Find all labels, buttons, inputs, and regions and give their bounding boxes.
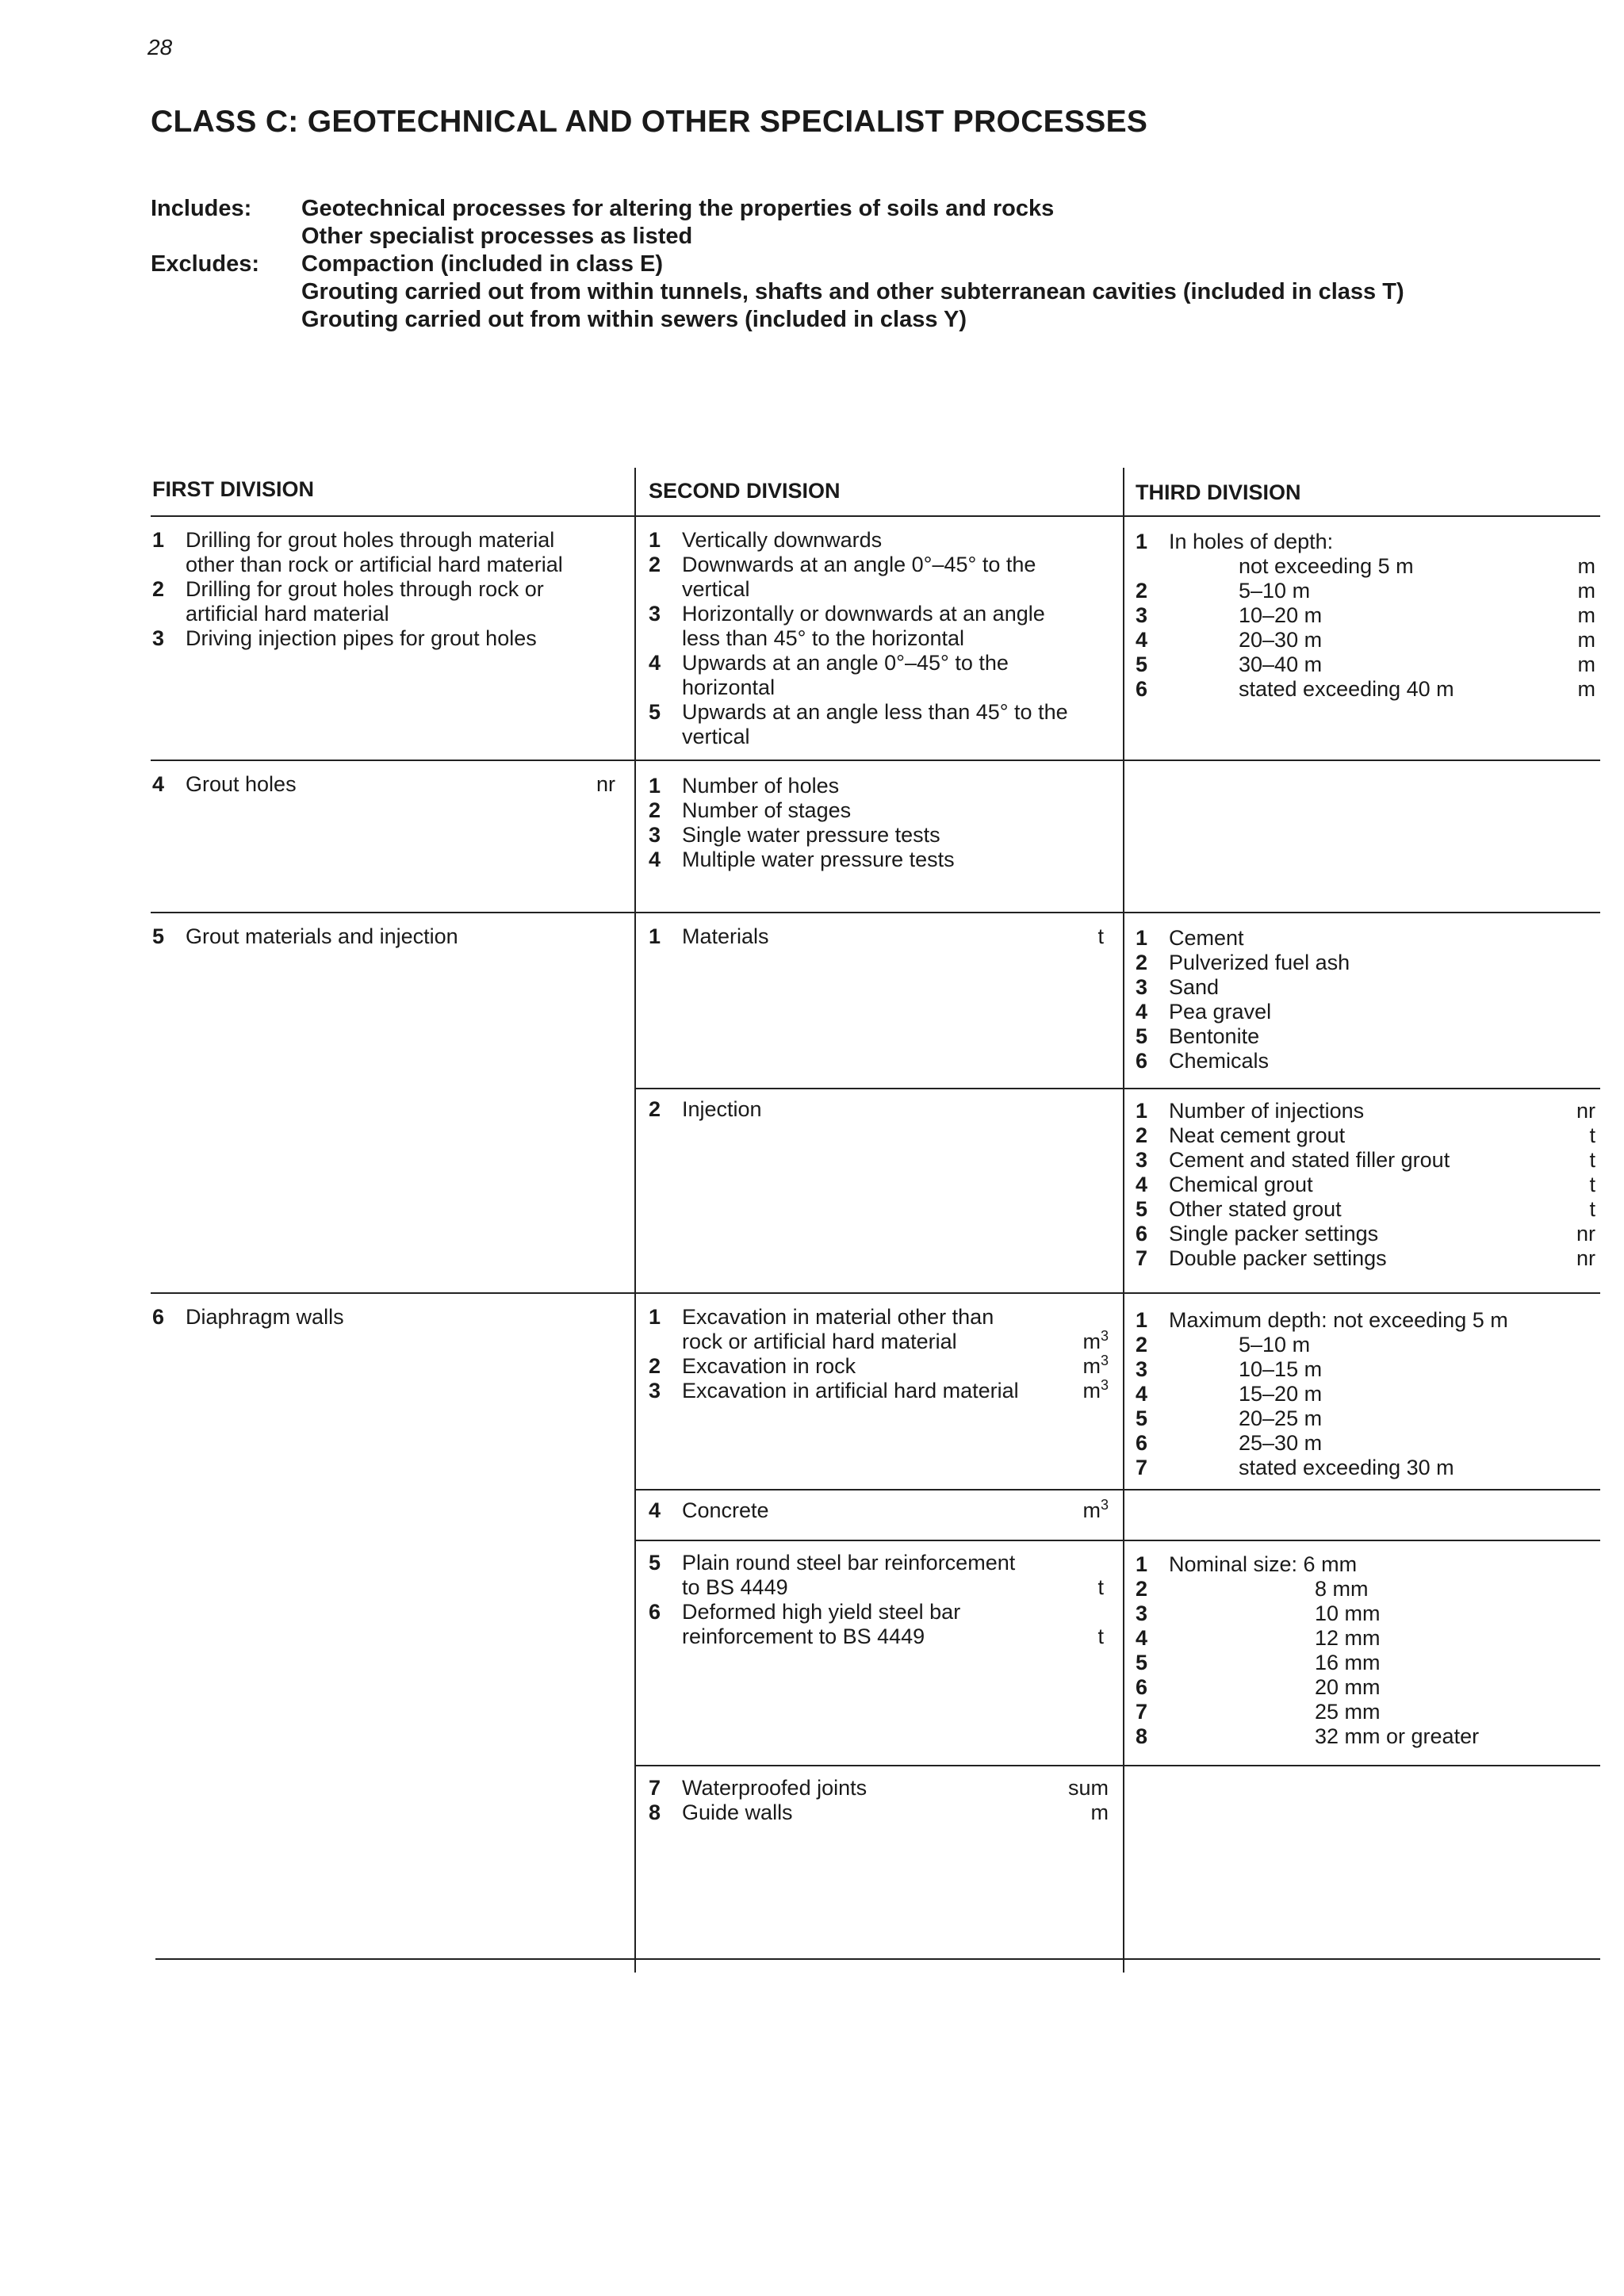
second-division-item (649, 1498, 1109, 1523)
item-number: 8 (1136, 1724, 1148, 1748)
third-division-item (1136, 677, 1595, 702)
third-division-item (1136, 975, 1595, 1000)
item-number: 1 (152, 528, 165, 552)
item-unit: nr (1576, 1246, 1595, 1270)
item-unit: sum (1067, 1776, 1109, 1800)
item-number: 5 (1136, 1197, 1148, 1221)
third-division-item (1136, 1173, 1595, 1197)
item-text: Materials (682, 924, 769, 948)
item-text: 12 mm (1315, 1626, 1381, 1650)
item-number: 5 (1136, 652, 1148, 676)
third-division-item (1136, 1651, 1595, 1675)
item-text: Diaphragm walls (186, 1305, 344, 1329)
item-unit (1082, 1498, 1109, 1523)
item-number: 1 (1136, 926, 1148, 950)
second-division-item (649, 774, 1109, 798)
excavation-second-division (649, 1305, 1109, 1403)
second-division-item (649, 1800, 1109, 1825)
first-division-item (152, 772, 615, 797)
item-number: 6 (1136, 677, 1148, 701)
row-rule (151, 912, 1600, 913)
item-text: horizontal (682, 675, 776, 699)
concrete-second-division (649, 1498, 1109, 1523)
item-text: Waterproofed joints (682, 1776, 868, 1800)
item-text: artificial hard material (186, 602, 389, 626)
grout-materials-first-division (152, 924, 615, 949)
item-text: Chemicals (1169, 1049, 1270, 1073)
item-number: 4 (1136, 628, 1148, 652)
item-number: 3 (649, 602, 661, 626)
item-text: 32 mm or greater (1315, 1724, 1480, 1748)
unit-exponent: 3 (1100, 1377, 1109, 1393)
includes-item: Other specialist processes as listed (301, 224, 693, 249)
item-number: 4 (1136, 1382, 1148, 1406)
item-text: Nominal size: 6 mm (1169, 1552, 1358, 1576)
item-unit (1082, 1330, 1109, 1354)
item-text: 30–40 m (1239, 652, 1323, 676)
item-number: 2 (649, 1354, 661, 1378)
third-division-item (1136, 1626, 1595, 1651)
item-number: 6 (1136, 1431, 1148, 1455)
third-division-item (1136, 554, 1595, 579)
item-number: 2 (1136, 1333, 1148, 1357)
item-number: 2 (649, 553, 661, 576)
grout-holes-first-division (152, 772, 615, 797)
second-division-item (649, 1097, 1104, 1122)
header-second-division: SECOND DIVISION (649, 479, 841, 503)
excludes-item: Compaction (included in class E) (301, 251, 664, 277)
item-text: vertical (682, 577, 750, 601)
drilling-third-division (1136, 530, 1595, 702)
item-text: 25–30 m (1239, 1431, 1323, 1455)
item-text: 15–20 m (1239, 1382, 1323, 1406)
item-text: vertical (682, 725, 750, 748)
item-number: 2 (1136, 579, 1148, 603)
third-division-item (1136, 1675, 1595, 1700)
item-unit (1082, 1379, 1109, 1403)
third-division-heading (1136, 1552, 1595, 1577)
item-unit: t (1589, 1123, 1595, 1147)
item-number: 4 (1136, 1173, 1148, 1196)
second-division-item-cont (649, 1624, 1104, 1649)
first-division-item (152, 626, 612, 651)
third-division-item (1136, 1099, 1595, 1123)
item-text: 10–20 m (1239, 603, 1323, 627)
third-division-item (1136, 603, 1595, 628)
second-division-item (649, 823, 1109, 848)
item-number: 3 (152, 626, 165, 650)
third-division-item (1136, 1246, 1595, 1271)
item-unit: m (1577, 652, 1595, 676)
second-division-item (649, 1354, 1109, 1379)
third-division-item (1136, 1724, 1595, 1749)
item-unit (1082, 1354, 1109, 1379)
second-division-item-cont (649, 626, 1109, 651)
third-division-item (1136, 1406, 1595, 1431)
item-unit: t (1589, 1173, 1595, 1196)
item-text: Multiple water pressure tests (682, 848, 955, 871)
item-text: 20–25 m (1239, 1406, 1323, 1430)
item-text: 16 mm (1315, 1651, 1381, 1674)
item-text: Other stated grout (1169, 1197, 1342, 1221)
unit-exponent: 3 (1100, 1328, 1109, 1344)
item-number: 5 (1136, 1406, 1148, 1430)
item-number: 3 (1136, 603, 1148, 627)
third-division-heading (1136, 530, 1595, 554)
grout-holes-second-division (649, 774, 1109, 872)
item-text: Downwards at an angle 0°–45° to the (682, 553, 1036, 576)
item-number: 1 (1136, 1099, 1148, 1123)
third-division-item (1136, 1577, 1595, 1601)
row-rule (634, 1540, 1600, 1541)
item-unit: m (1577, 628, 1595, 652)
table-bottom-rule (155, 1958, 1600, 1960)
excludes-item: Grouting carried out from within tunnels, shafts and other subterranean cavities (included in class T) (301, 279, 1404, 304)
item-text: Drilling for grout holes through material (186, 528, 555, 552)
item-number: 7 (1136, 1456, 1148, 1479)
item-number: 6 (1136, 1675, 1148, 1699)
item-text: Upwards at an angle less than 45° to the (682, 700, 1068, 724)
row-rule (151, 1292, 1600, 1294)
row-rule (634, 1765, 1600, 1766)
item-text: In holes of depth: (1169, 530, 1334, 553)
first-division-item (152, 528, 612, 553)
first-division-item (152, 1305, 615, 1330)
includes-label: Includes: (151, 196, 252, 221)
item-text: Cement (1169, 926, 1244, 950)
item-number: 2 (1136, 951, 1148, 974)
third-division-item (1136, 1601, 1595, 1626)
unit-base: m (1082, 1498, 1101, 1522)
item-number: 5 (649, 700, 661, 724)
materials-third-division (1136, 926, 1595, 1073)
item-text: Pulverized fuel ash (1169, 951, 1350, 974)
item-number: 3 (1136, 1357, 1148, 1381)
diaphragm-first-division (152, 1305, 615, 1330)
item-number: 1 (649, 1305, 661, 1329)
second-division-item (649, 1551, 1104, 1575)
third-division-item (1136, 1000, 1595, 1024)
second-division-item (649, 651, 1109, 675)
item-text: Excavation in rock (682, 1354, 856, 1378)
third-division-item (1136, 1333, 1595, 1357)
item-number: 2 (649, 798, 661, 822)
item-text: less than 45° to the horizontal (682, 626, 965, 650)
item-unit: t (1097, 1624, 1104, 1648)
item-number: 4 (152, 772, 165, 796)
item-unit: m (1090, 1800, 1109, 1824)
reinforcement-second-division (649, 1551, 1104, 1649)
item-number: 1 (1136, 1552, 1148, 1576)
item-unit: m (1577, 579, 1595, 603)
item-unit: m (1577, 677, 1595, 701)
item-number: 1 (649, 774, 661, 798)
item-number: 7 (649, 1776, 661, 1800)
first-division-item-cont (152, 553, 612, 577)
item-unit: m (1577, 603, 1595, 627)
item-text: other than rock or artificial hard material (186, 553, 563, 576)
second-division-item-cont (649, 725, 1109, 749)
second-division-item (649, 1379, 1109, 1403)
item-text: 8 mm (1315, 1577, 1369, 1601)
item-number: 1 (649, 924, 661, 948)
unit-exponent: 3 (1100, 1353, 1109, 1368)
includes-item: Geotechnical processes for altering the properties of soils and rocks (301, 196, 1055, 221)
item-text: to BS 4449 (682, 1575, 788, 1599)
item-number: 5 (649, 1551, 661, 1575)
item-text: Number of stages (682, 798, 852, 822)
item-text: 5–10 m (1239, 579, 1311, 603)
item-text: 25 mm (1315, 1700, 1381, 1724)
row-rule (634, 1489, 1600, 1490)
item-text: Double packer settings (1169, 1246, 1387, 1270)
item-text: Plain round steel bar reinforcement (682, 1551, 1016, 1575)
item-text: Driving injection pipes for grout holes (186, 626, 537, 650)
injection-third-division (1136, 1099, 1595, 1271)
item-text: Injection (682, 1097, 762, 1121)
drilling-first-division (152, 528, 612, 651)
item-number: 5 (1136, 1651, 1148, 1674)
item-number: 4 (649, 1498, 661, 1522)
second-division-item (649, 553, 1109, 577)
item-number: 2 (152, 577, 165, 601)
second-division-item (649, 700, 1109, 725)
second-division-item-cont (649, 1330, 1109, 1354)
third-division-item (1136, 1049, 1595, 1073)
item-text: Number of injections (1169, 1099, 1365, 1123)
item-number: 6 (649, 1600, 661, 1624)
item-number: 1 (649, 528, 661, 552)
unit-base: m (1082, 1354, 1101, 1378)
item-text: 20–30 m (1239, 628, 1323, 652)
second-division-item (649, 798, 1109, 823)
item-text: Upwards at an angle 0°–45° to the (682, 651, 1009, 675)
second-division-item (649, 1776, 1109, 1800)
item-text: Excavation in material other than (682, 1305, 994, 1329)
item-number: 1 (1136, 530, 1148, 553)
second-division-item (649, 848, 1109, 872)
item-text: Chemical grout (1169, 1173, 1313, 1196)
item-text: Drilling for grout holes through rock or (186, 577, 544, 601)
second-division-item (649, 1305, 1109, 1330)
item-number: 7 (1136, 1246, 1148, 1270)
header-first-division: FIRST DIVISION (152, 477, 315, 501)
page-title: CLASS C: GEOTECHNICAL AND OTHER SPECIALIST PROCESSES (151, 105, 1148, 139)
item-text: 10–15 m (1239, 1357, 1323, 1381)
unit-exponent: 3 (1100, 1497, 1109, 1513)
third-division-item (1136, 1431, 1595, 1456)
third-division-item (1136, 1222, 1595, 1246)
first-division-item (152, 577, 612, 602)
item-number: 3 (649, 1379, 661, 1402)
item-unit: t (1097, 1575, 1104, 1599)
item-number: 3 (649, 823, 661, 847)
excludes-item: Grouting carried out from within sewers (included in class Y) (301, 307, 967, 332)
item-number: 4 (1136, 1000, 1148, 1024)
unit-base: m (1082, 1330, 1101, 1353)
second-division-item (649, 528, 1109, 553)
third-division-item (1136, 1357, 1595, 1382)
third-division-item (1136, 1700, 1595, 1724)
item-text: Cement and stated filler grout (1169, 1148, 1450, 1172)
item-text: Bentonite (1169, 1024, 1260, 1048)
item-number: 4 (1136, 1626, 1148, 1650)
item-number: 5 (152, 924, 165, 948)
item-number: 2 (1136, 1577, 1148, 1601)
item-text: rock or artificial hard material (682, 1330, 957, 1353)
page-number: 28 (147, 35, 173, 59)
item-text: Horizontally or downwards at an angle (682, 602, 1045, 626)
third-division-item (1136, 652, 1595, 677)
first-division-item-cont (152, 602, 612, 626)
third-division-item (1136, 1148, 1595, 1173)
item-unit: t (1589, 1197, 1595, 1221)
item-number: 1 (1136, 1308, 1148, 1332)
third-division-item (1136, 951, 1595, 975)
item-text: 20 mm (1315, 1675, 1381, 1699)
depth-third-division (1136, 1308, 1595, 1480)
item-text: Pea gravel (1169, 1000, 1272, 1024)
third-division-item (1136, 628, 1595, 652)
row-rule (634, 1088, 1600, 1089)
column-divider-2 (1123, 468, 1124, 1973)
injection-second-division (649, 1097, 1104, 1122)
item-text: Deformed high yield steel bar (682, 1600, 961, 1624)
drilling-second-division (649, 528, 1109, 749)
item-number: 8 (649, 1800, 661, 1824)
item-text: Concrete (682, 1498, 769, 1522)
second-division-item-cont (649, 1575, 1104, 1600)
item-unit: m (1577, 554, 1595, 578)
materials-second-division (649, 924, 1104, 949)
third-division-item (1136, 1123, 1595, 1148)
item-number: 4 (649, 651, 661, 675)
third-division-item (1136, 1197, 1595, 1222)
item-number: 3 (1136, 1601, 1148, 1625)
item-number: 7 (1136, 1700, 1148, 1724)
item-text: Number of holes (682, 774, 840, 798)
item-text: stated exceeding 30 m (1239, 1456, 1454, 1479)
item-text: Sand (1169, 975, 1220, 999)
item-number: 6 (1136, 1049, 1148, 1073)
first-division-item (152, 924, 615, 949)
item-text: 5–10 m (1239, 1333, 1311, 1357)
second-division-item (649, 924, 1104, 949)
third-division-item (1136, 1024, 1595, 1049)
item-text: reinforcement to BS 4449 (682, 1624, 925, 1648)
item-number: 4 (649, 848, 661, 871)
third-division-item (1136, 1456, 1595, 1480)
header-third-division: THIRD DIVISION (1136, 480, 1301, 504)
item-text: not exceeding 5 m (1239, 554, 1414, 578)
second-division-item (649, 602, 1109, 626)
item-text: Grout materials and injection (186, 924, 458, 948)
item-text: Single packer settings (1169, 1222, 1379, 1246)
item-number: 2 (1136, 1123, 1148, 1147)
item-unit: t (1589, 1148, 1595, 1172)
second-division-item-cont (649, 577, 1109, 602)
item-text: Single water pressure tests (682, 823, 940, 847)
item-text: Excavation in artificial hard material (682, 1379, 1019, 1402)
joints-second-division (649, 1776, 1109, 1825)
item-text: Vertically downwards (682, 528, 883, 552)
second-division-item (649, 1600, 1104, 1624)
item-text: Maximum depth: not exceeding 5 m (1169, 1308, 1508, 1332)
second-division-item-cont (649, 675, 1109, 700)
item-text: Neat cement grout (1169, 1123, 1346, 1147)
item-number: 3 (1136, 1148, 1148, 1172)
item-number: 6 (1136, 1222, 1148, 1246)
row-rule (151, 760, 1600, 761)
size-third-division (1136, 1552, 1595, 1749)
item-unit: nr (596, 772, 615, 796)
item-number: 5 (1136, 1024, 1148, 1048)
item-text: Guide walls (682, 1800, 793, 1824)
third-division-item (1136, 926, 1595, 951)
excludes-label: Excludes: (151, 251, 259, 277)
item-unit: nr (1576, 1222, 1595, 1246)
header-rule (151, 515, 1600, 517)
column-divider-1 (634, 468, 636, 1973)
item-unit: nr (1576, 1099, 1595, 1123)
third-division-item (1136, 1382, 1595, 1406)
item-text: Grout holes (186, 772, 297, 796)
item-number: 6 (152, 1305, 165, 1329)
item-text: stated exceeding 40 m (1239, 677, 1454, 701)
item-unit: t (1097, 924, 1104, 948)
item-text: 10 mm (1315, 1601, 1381, 1625)
third-division-heading (1136, 1308, 1595, 1333)
third-division-item (1136, 579, 1595, 603)
item-number: 2 (649, 1097, 661, 1121)
item-number: 3 (1136, 975, 1148, 999)
unit-base: m (1082, 1379, 1101, 1402)
